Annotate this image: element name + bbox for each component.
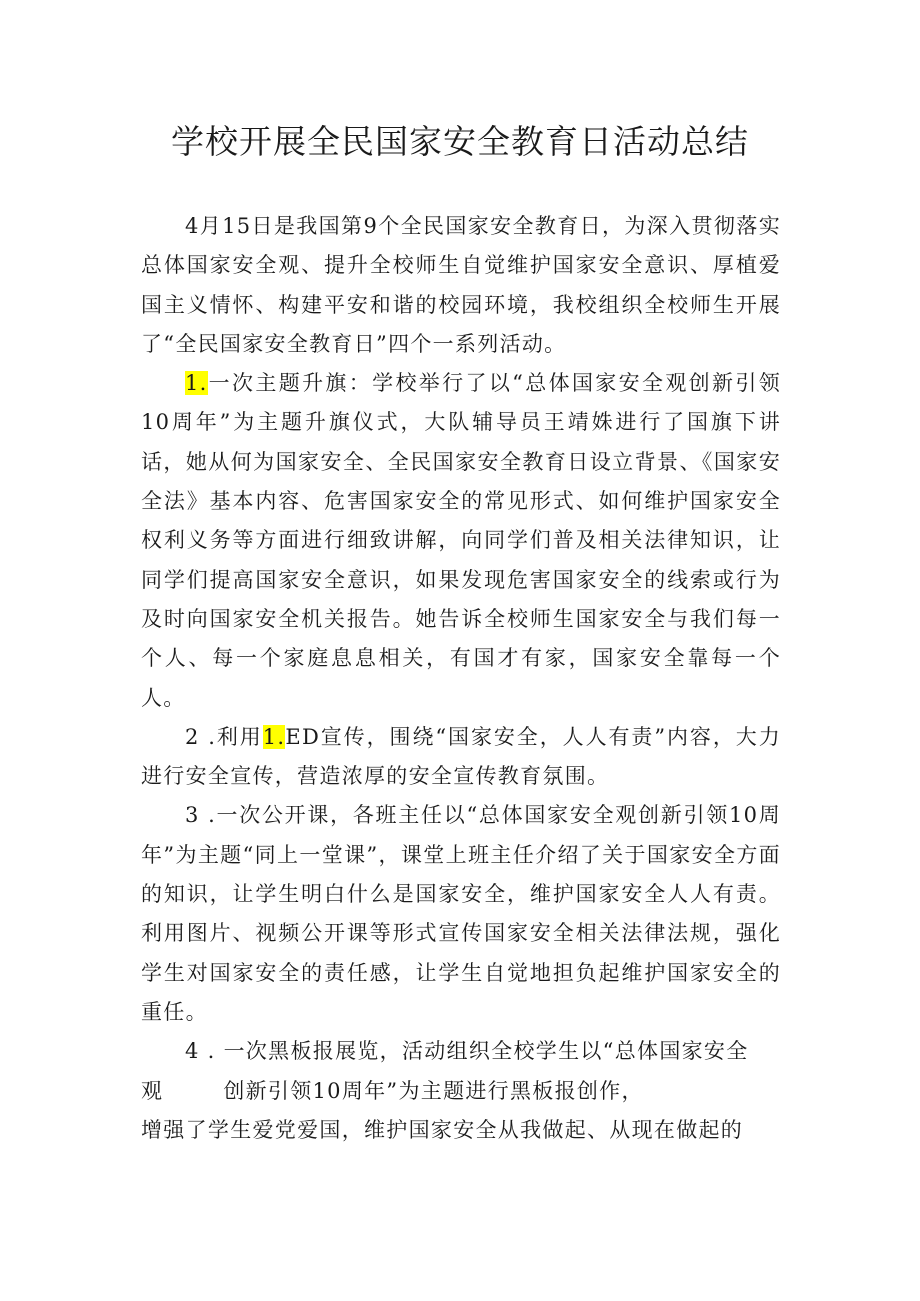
- highlighted-marker: 1.: [185, 371, 208, 396]
- item-2-text: ED宣传，围绕“国家安全，人人有责”内容，大力进行安全宣传，营造浓厚的安全宣传教育氛围。: [141, 724, 781, 789]
- item-4-line-3: 增强了学生爱党爱国，维护国家安全从我做起、从现在做起的: [141, 1117, 744, 1142]
- item-1-paragraph: [141, 364, 781, 718]
- item-2-paragraph: [141, 718, 781, 797]
- item-4-line-2-end: 创新引领10周年”为主题进行黑板报创作，: [223, 1078, 644, 1103]
- item-2-prefix: 2 .利用: [185, 724, 263, 749]
- item-4-line-1: 4 . 一次黑板报展览，活动组织全校学生以“总体国家安全: [185, 1039, 749, 1064]
- item-4-line-2-start: 观: [141, 1078, 164, 1103]
- document-body: [141, 207, 781, 1150]
- item-4-line-2: [141, 1072, 781, 1111]
- intro-paragraph: 4月15日是我国第9个全民国家安全教育日，为深入贯彻落实总体国家安全观、提升全校师生自觉维护国家安全意识、厚植爱国主义情怀、构建平安和谐的校园环境，我校组织全校师生开展了“全民国家安全教育日”四个一系列活动。: [141, 214, 781, 356]
- document-title: 学校开展全民国家安全教育日活动总结: [171, 122, 749, 161]
- item-3-paragraph: 3 .一次公开课，各班主任以“总体国家安全观创新引领10周年”为主题“同上一堂课”，课堂上班主任介绍了关于国家安全方面的知识，让学生明白什么是国家安全，维护国家安全人人有责。利用图片、视频公开课等形式宣传国家安全相关法律法规，强化学生对国家安全的责任感，让学生自觉地担负起维护国家安全的重任。: [141, 803, 781, 1024]
- highlighted-marker: 1.: [262, 724, 286, 749]
- item-1-text: 一次主题升旗：学校举行了以“总体国家安全观创新引领10周年”为主题升旗仪式，大队辅导员王靖姝进行了国旗下讲话，她从何为国家安全、全民国家安全教育日设立背景、《国家安全法》基本内容、危害国家安全的常见形式、如何维护国家安全权利义务等方面进行细致讲解，向同学们普及相关法律知识，让同学们提高国家安全意识，如果发现危害国家安全的线索或行为及时向国家安全机关报告。她告诉全校师生国家安全与我们每一个人、每一个家庭息息相关，有国才有家，国家安全靠每一个人。: [141, 371, 781, 710]
